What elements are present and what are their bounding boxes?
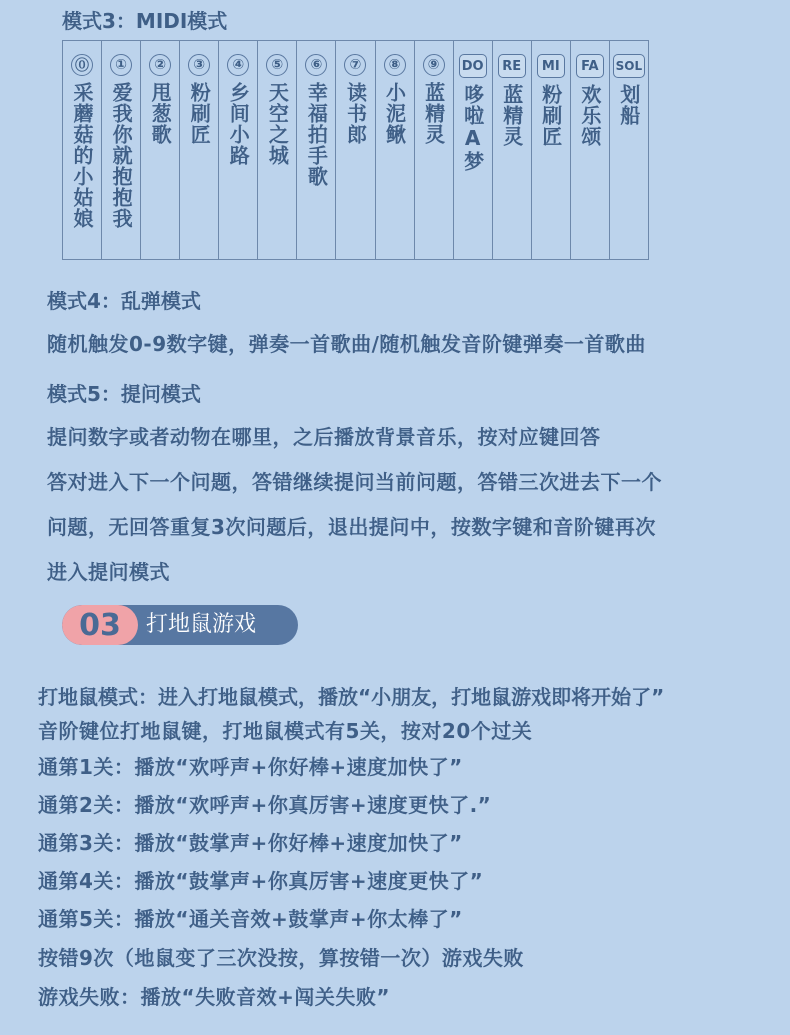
key-label: ⑨	[423, 54, 445, 76]
mode5-line: 提问数字或者动物在哪里，之后播放背景音乐，按对应键回答	[47, 425, 601, 449]
key-label: ⓪	[71, 54, 93, 76]
song-name: 天空之城	[265, 82, 290, 166]
whack-line: 通第2关：播放“欢呼声+你真厉害+速度更快了.”	[38, 793, 492, 817]
whack-line: 打地鼠模式：进入打地鼠模式，播放“小朋友，打地鼠游戏即将开始了”	[38, 685, 665, 709]
song-name: 粉刷匠	[187, 82, 212, 145]
song-name: 幸福拍手歌	[304, 82, 329, 187]
table-column	[610, 41, 648, 259]
midi-song-table	[62, 40, 649, 260]
key-label: ⑥	[305, 54, 327, 76]
mode5-line: 问题，无回答重复3次问题后，退出提问中，按数字键和音阶键再次	[47, 515, 656, 539]
table-column	[258, 41, 297, 259]
mode5-line: 答对进入下一个问题，答错继续提问当前问题，答错三次进去下一个	[47, 470, 662, 494]
whack-line: 通第5关：播放“通关音效+鼓掌声+你太棒了”	[38, 907, 463, 931]
song-name: 小泥鳅	[382, 82, 407, 145]
whack-line: 音阶键位打地鼠键，打地鼠模式有5关，按对20个过关	[38, 719, 533, 743]
song-name: 爱我你就抱抱我	[109, 82, 134, 229]
song-name: 哆啦A梦	[460, 84, 485, 172]
key-label: SOL	[613, 54, 646, 78]
song-name: 划船	[616, 84, 641, 126]
key-label: ④	[227, 54, 249, 76]
table-column	[219, 41, 258, 259]
song-name: 采蘑菇的小姑娘	[70, 82, 95, 229]
song-name: 蓝精灵	[499, 84, 524, 147]
song-name: 读书郎	[343, 82, 368, 145]
mode4-description: 随机触发0-9数字键，弹奏一首歌曲/随机触发音阶键弹奏一首歌曲	[47, 332, 646, 356]
key-label: MI	[537, 54, 565, 78]
song-name: 蓝精灵	[421, 82, 446, 145]
whack-line: 通第4关：播放“鼓掌声+你真厉害+速度更快了”	[38, 869, 484, 893]
mode3-title: 模式3：MIDI模式	[62, 9, 228, 33]
table-column	[454, 41, 493, 259]
song-name: 甩葱歌	[148, 82, 173, 145]
section-number: 03	[62, 605, 138, 645]
whack-line: 游戏失败：播放“失败音效+闯关失败”	[38, 985, 391, 1009]
mode5-title: 模式5：提问模式	[47, 382, 201, 406]
key-label: ⑧	[384, 54, 406, 76]
table-column	[297, 41, 336, 259]
key-label: ③	[188, 54, 210, 76]
section-badge	[62, 605, 298, 645]
table-column	[141, 41, 180, 259]
key-label: ②	[149, 54, 171, 76]
key-label: RE	[498, 54, 526, 78]
song-name: 粉刷匠	[538, 84, 563, 147]
table-column	[571, 41, 610, 259]
table-column	[415, 41, 454, 259]
key-label: ⑤	[266, 54, 288, 76]
table-column	[63, 41, 102, 259]
whack-line: 通第1关：播放“欢呼声+你好棒+速度加快了”	[38, 755, 463, 779]
table-column	[532, 41, 571, 259]
mode4-title: 模式4：乱弹模式	[47, 289, 201, 313]
table-column	[493, 41, 532, 259]
table-column	[180, 41, 219, 259]
song-name: 欢乐颂	[577, 84, 602, 147]
table-column	[102, 41, 141, 259]
key-label: ①	[110, 54, 132, 76]
key-label: FA	[576, 54, 604, 78]
whack-line: 通第3关：播放“鼓掌声+你好棒+速度加快了”	[38, 831, 463, 855]
section-title: 打地鼠游戏	[146, 612, 257, 637]
song-name: 乡间小路	[226, 82, 251, 166]
table-column	[336, 41, 375, 259]
key-label: ⑦	[344, 54, 366, 76]
table-column	[376, 41, 415, 259]
key-label: DO	[459, 54, 487, 78]
mode5-line: 进入提问模式	[47, 560, 170, 584]
whack-line: 按错9次（地鼠变了三次没按，算按错一次）游戏失败	[38, 946, 524, 970]
